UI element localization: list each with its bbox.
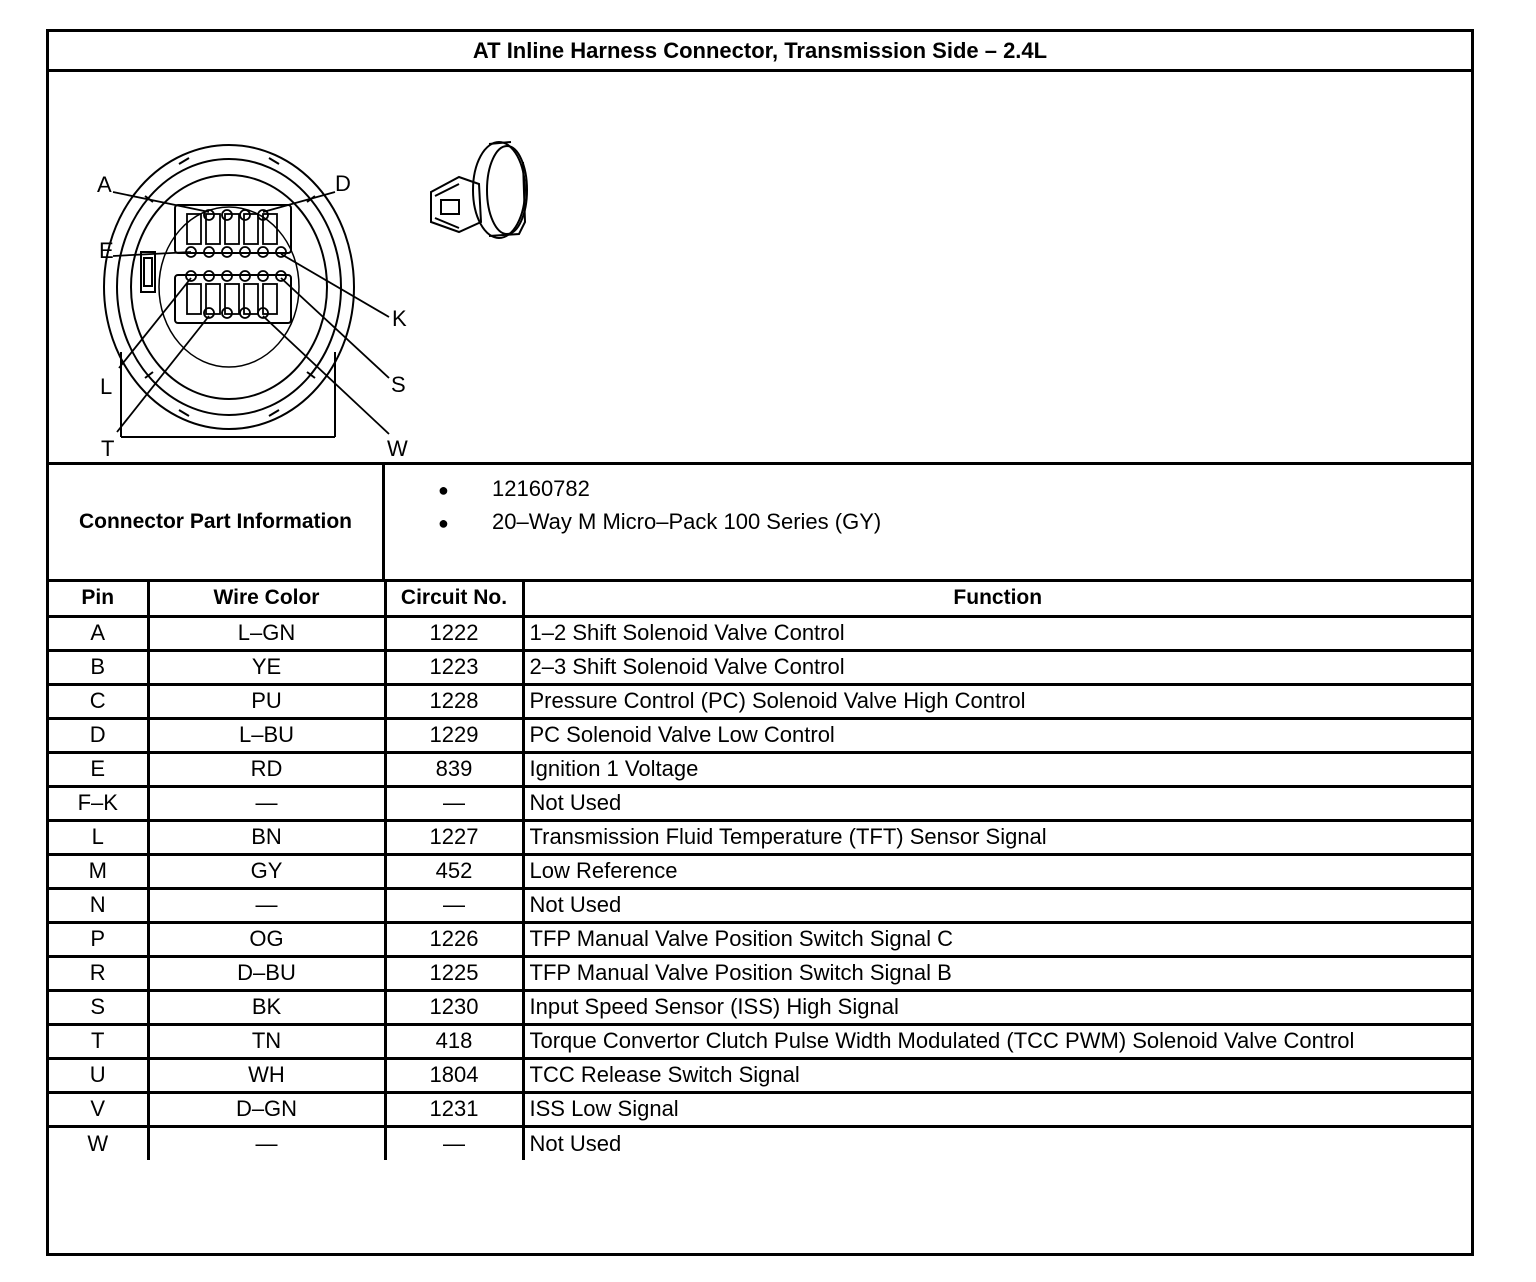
circuit-cell: 1804 <box>385 1058 523 1092</box>
function-cell: Low Reference <box>523 854 1471 888</box>
circuit-cell: 1225 <box>385 956 523 990</box>
table-row <box>49 616 1471 650</box>
function-cell: ISS Low Signal <box>523 1092 1471 1126</box>
pin-cell: W <box>49 1126 148 1160</box>
wire-color-cell: D–GN <box>148 1092 385 1126</box>
wire-color-cell: — <box>148 888 385 922</box>
pin-cell: C <box>49 684 148 718</box>
connector-type: 20–Way M Micro–Pack 100 Series (GY) <box>492 509 882 534</box>
wire-color-cell: L–BU <box>148 718 385 752</box>
pin-cell: N <box>49 888 148 922</box>
wire-color-cell: D–BU <box>148 956 385 990</box>
function-cell: Torque Convertor Clutch Pulse Width Modulated (TCC PWM) Solenoid Valve Control <box>523 1024 1471 1058</box>
circuit-cell: 1222 <box>385 616 523 650</box>
wire-color-cell: GY <box>148 854 385 888</box>
pin-label-a: A <box>97 172 112 197</box>
circuit-cell: — <box>385 888 523 922</box>
pin-cell: T <box>49 1024 148 1058</box>
wire-color-cell: BK <box>148 990 385 1024</box>
table-row <box>49 922 1471 956</box>
circuit-cell: — <box>385 786 523 820</box>
function-cell: Ignition 1 Voltage <box>523 752 1471 786</box>
table-row <box>49 786 1471 820</box>
pin-table <box>49 582 1471 1160</box>
table-row <box>49 684 1471 718</box>
table-row <box>49 1024 1471 1058</box>
pin-label-k: K <box>392 306 407 331</box>
function-cell: Input Speed Sensor (ISS) High Signal <box>523 990 1471 1024</box>
wire-color-cell: — <box>148 786 385 820</box>
pin-cell: P <box>49 922 148 956</box>
wire-color-cell: RD <box>148 752 385 786</box>
circuit-cell: 1231 <box>385 1092 523 1126</box>
connector-sheet <box>46 29 1474 1256</box>
table-row <box>49 1126 1471 1160</box>
circuit-cell: 1226 <box>385 922 523 956</box>
pin-cell: E <box>49 752 148 786</box>
function-cell: TCC Release Switch Signal <box>523 1058 1471 1092</box>
diagram-canvas <box>49 72 1471 462</box>
pin-label-e: E <box>99 238 114 263</box>
function-cell: TFP Manual Valve Position Switch Signal C <box>523 922 1471 956</box>
table-row <box>49 888 1471 922</box>
pin-label-d: D <box>335 171 351 196</box>
header-function: Function <box>523 582 1471 616</box>
function-cell: Pressure Control (PC) Solenoid Valve High Control <box>523 684 1471 718</box>
pin-cell: S <box>49 990 148 1024</box>
table-row <box>49 752 1471 786</box>
part-info-list <box>385 465 1471 579</box>
pin-cell: V <box>49 1092 148 1126</box>
pin-label-w: W <box>387 436 408 461</box>
bullet-icon: ● <box>438 513 449 533</box>
header-wire-color: Wire Color <box>148 582 385 616</box>
pin-cell: L <box>49 820 148 854</box>
pin-label-s: S <box>391 372 406 397</box>
pin-cell: B <box>49 650 148 684</box>
pin-cell: D <box>49 718 148 752</box>
table-row <box>49 820 1471 854</box>
function-cell: Not Used <box>523 1126 1471 1160</box>
wire-color-cell: L–GN <box>148 616 385 650</box>
circuit-cell: 452 <box>385 854 523 888</box>
function-cell: TFP Manual Valve Position Switch Signal B <box>523 956 1471 990</box>
circuit-cell: 1228 <box>385 684 523 718</box>
circuit-cell: 418 <box>385 1024 523 1058</box>
page-title: AT Inline Harness Connector, Transmission Side – 2.4L <box>49 32 1471 72</box>
circuit-cell: 1227 <box>385 820 523 854</box>
pin-cell: A <box>49 616 148 650</box>
circuit-cell: 839 <box>385 752 523 786</box>
circuit-cell: 1229 <box>385 718 523 752</box>
part-info-label: Connector Part Information <box>49 465 385 579</box>
pin-cell: R <box>49 956 148 990</box>
circuit-cell: 1230 <box>385 990 523 1024</box>
wire-color-cell: TN <box>148 1024 385 1058</box>
pin-label-t: T <box>101 436 115 461</box>
table-row <box>49 990 1471 1024</box>
header-circuit-no: Circuit No. <box>385 582 523 616</box>
table-row <box>49 718 1471 752</box>
bullet-icon: ● <box>438 480 449 500</box>
connector-diagram <box>49 72 1471 465</box>
function-cell: 2–3 Shift Solenoid Valve Control <box>523 650 1471 684</box>
part-info-item <box>438 474 590 504</box>
pin-label-l: L <box>100 374 113 399</box>
pin-cell: F–K <box>49 786 148 820</box>
connector-side-view-icon <box>431 142 527 238</box>
wire-color-cell: — <box>148 1126 385 1160</box>
pin-cell: M <box>49 854 148 888</box>
wire-color-cell: WH <box>148 1058 385 1092</box>
table-row <box>49 1058 1471 1092</box>
wire-color-cell: BN <box>148 820 385 854</box>
wire-color-cell: PU <box>148 684 385 718</box>
table-header-row <box>49 582 1471 616</box>
table-row <box>49 1092 1471 1126</box>
pin-cell: U <box>49 1058 148 1092</box>
part-number: 12160782 <box>492 476 590 501</box>
circuit-cell: — <box>385 1126 523 1160</box>
function-cell: Not Used <box>523 888 1471 922</box>
function-cell: 1–2 Shift Solenoid Valve Control <box>523 616 1471 650</box>
function-cell: Not Used <box>523 786 1471 820</box>
wire-color-cell: YE <box>148 650 385 684</box>
function-cell: Transmission Fluid Temperature (TFT) Sensor Signal <box>523 820 1471 854</box>
table-row <box>49 956 1471 990</box>
table-row <box>49 854 1471 888</box>
wire-color-cell: OG <box>148 922 385 956</box>
part-info-item <box>438 507 881 537</box>
connector-part-info <box>49 465 1471 582</box>
table-row <box>49 650 1471 684</box>
header-pin: Pin <box>49 582 148 616</box>
function-cell: PC Solenoid Valve Low Control <box>523 718 1471 752</box>
circuit-cell: 1223 <box>385 650 523 684</box>
